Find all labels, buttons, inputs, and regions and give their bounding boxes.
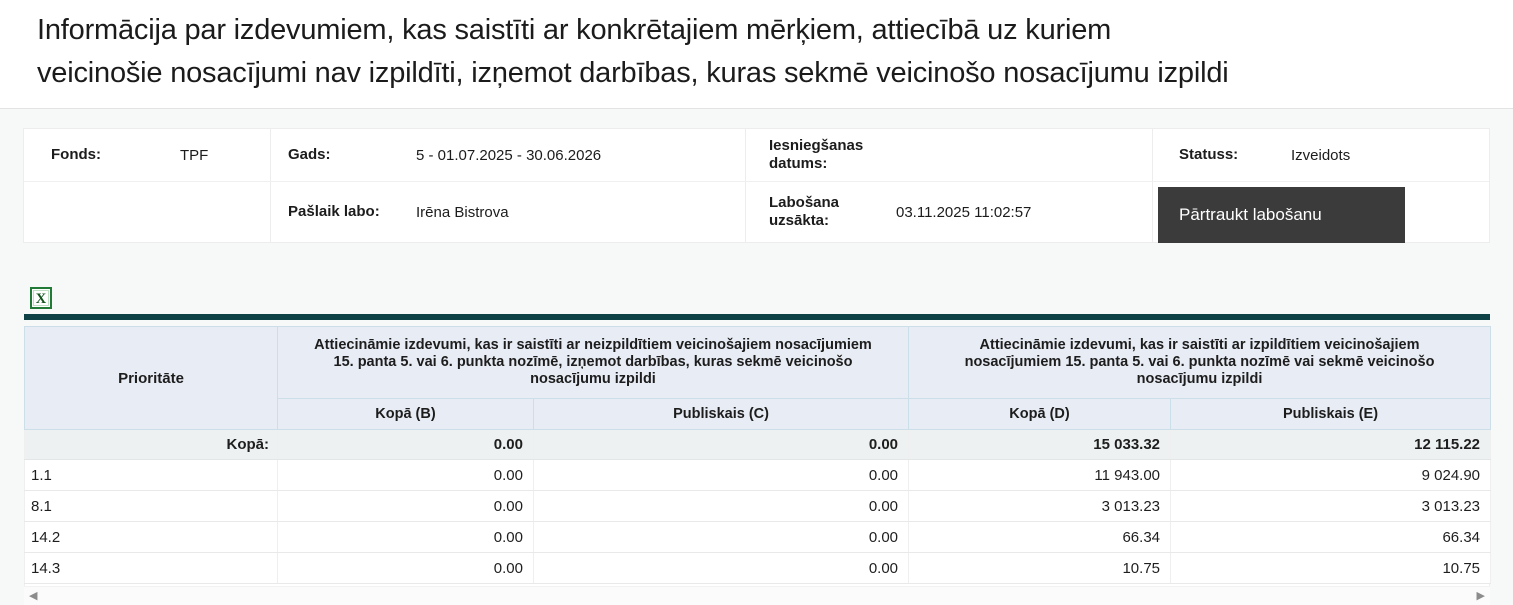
column-header-publiskais-e: Publiskais (E) (1171, 399, 1491, 430)
table-cell: 66.34 (1171, 522, 1491, 553)
statuss-field (1153, 129, 1489, 182)
totals-kopa-b: 0.00 (278, 430, 534, 460)
table-header (25, 327, 1491, 430)
paslaik-labo-field (271, 182, 746, 242)
table-row (25, 460, 1491, 491)
table-cell: 10.75 (1171, 553, 1491, 584)
table-cell: 0.00 (278, 553, 534, 584)
page-header (0, 0, 1513, 109)
table-cell: 0.00 (534, 522, 909, 553)
expenditure-table (24, 326, 1491, 584)
empty-cell (24, 182, 271, 242)
table-cell: 0.00 (278, 522, 534, 553)
totals-kopa-d: 15 033.32 (909, 430, 1171, 460)
totals-label: Kopā: (25, 430, 278, 460)
table-cell: 11 943.00 (909, 460, 1171, 491)
column-header-kopa-d: Kopā (D) (909, 399, 1171, 430)
table-cell: 0.00 (534, 491, 909, 522)
table-accent-bar (24, 314, 1490, 320)
fonds-value: TPF (180, 146, 209, 164)
paslaik-labo-value: Irēna Bistrova (416, 203, 509, 221)
paslaik-labo-label: Pašlaik labo: (288, 203, 380, 220)
column-group-unfulfilled-conditions: Attiecināmie izdevumi, kas ir saistīti ar neizpildītiem veicinošajiem nosacījumiem 15. panta 5. vai 6. punkta nozīmē, izņemot darbības, kuras sekmē veicinošo nosacījumu izpildi (278, 327, 909, 399)
table-cell: 0.00 (278, 491, 534, 522)
priority-cell: 1.1 (25, 460, 278, 491)
iesniegsanas-datums-field (746, 129, 1153, 182)
info-panel (23, 128, 1490, 243)
labosana-uzsakta-value: 03.11.2025 11:02:57 (896, 203, 1032, 221)
column-header-kopa-b: Kopā (B) (278, 399, 534, 430)
scroll-right-arrow-icon[interactable]: ▶ (1476, 589, 1485, 602)
totals-row (25, 430, 1491, 460)
gads-field (271, 129, 746, 182)
page-title (37, 9, 1473, 95)
table-cell: 0.00 (278, 460, 534, 491)
priority-cell: 14.3 (25, 553, 278, 584)
table-cell: 10.75 (909, 553, 1171, 584)
excel-export-button[interactable] (30, 287, 52, 309)
table-body (25, 430, 1491, 584)
labosana-uzsakta-field (746, 182, 1153, 242)
table-cell: 3 013.23 (1171, 491, 1491, 522)
statuss-value: Izveidots (1291, 146, 1351, 164)
column-header-priority: Prioritāte (25, 327, 278, 430)
table-cell: 66.34 (909, 522, 1171, 553)
table-toolbar (30, 287, 1513, 309)
horizontal-scrollbar[interactable] (24, 586, 1490, 605)
column-group-fulfilled-conditions: Attiecināmie izdevumi, kas ir saistīti ar izpildītiem veicinošajiem nosacījumiem 15. panta 5. vai 6. punkta nozīmē vai sekmē veicinošo nosacījumu izpildi (909, 327, 1491, 399)
priority-cell: 14.2 (25, 522, 278, 553)
svg-text:X: X (35, 291, 47, 308)
fonds-label: Fonds: (51, 146, 101, 163)
table-row (25, 553, 1491, 584)
stop-editing-button[interactable]: Pārtraukt labošanu (1158, 187, 1405, 243)
iesniegsanas-datums-label: Iesniegšanas datums: (769, 137, 864, 172)
scroll-left-arrow-icon[interactable]: ◀ (29, 589, 38, 602)
excel-icon (30, 287, 52, 309)
table-cell: 0.00 (534, 460, 909, 491)
table-row (25, 522, 1491, 553)
expenditure-table-container (24, 326, 1490, 584)
labosana-uzsakta-label: Labošana uzsākta: (769, 194, 840, 229)
table-cell: 3 013.23 (909, 491, 1171, 522)
gads-value: 5 - 01.07.2025 - 30.06.2026 (416, 146, 602, 164)
statuss-label: Statuss: (1179, 146, 1239, 163)
table-cell: 9 024.90 (1171, 460, 1491, 491)
totals-publiskais-c: 0.00 (534, 430, 909, 460)
page-title-line2: veicinošie nosacījumi nav izpildīti, izņemot darbības, kuras sekmē veicinošo nosacījumu izpildi (37, 57, 1229, 89)
button-cell (1153, 182, 1489, 242)
page-title-line1: Informācija par izdevumiem, kas saistīti ar konkrētajiem mērķiem, attiecībā uz kuriem (37, 14, 1112, 46)
fonds-field (24, 129, 271, 182)
priority-cell: 8.1 (25, 491, 278, 522)
totals-publiskais-e: 12 115.22 (1171, 430, 1491, 460)
gads-label: Gads: (288, 146, 331, 163)
table-row (25, 491, 1491, 522)
table-cell: 0.00 (534, 553, 909, 584)
column-header-publiskais-c: Publiskais (C) (534, 399, 909, 430)
